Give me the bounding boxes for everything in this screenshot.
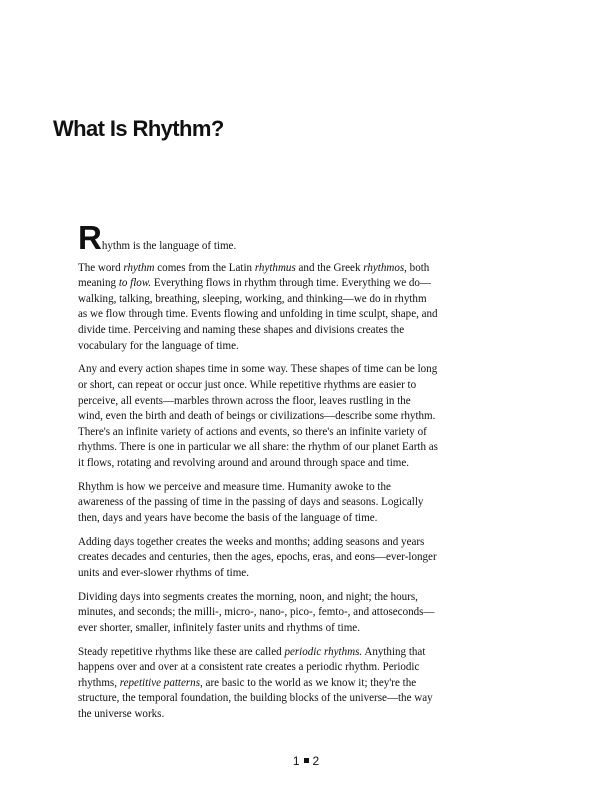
paragraph-6 bbox=[78, 645, 438, 723]
paragraph-1 bbox=[78, 261, 438, 355]
italic-term: repetitive patterns, bbox=[119, 676, 203, 689]
text-run: The word bbox=[78, 261, 124, 274]
paragraph-2: Any and every action shapes time in some way. These shapes of time can be long or short, can repeat or occur just once. While repetitive rhythms are easier to perceive, all events—marbles thrown across the floor, leaves rustling in the wind, even the birth and death of beings or civilizations—describe some rhythm. There's an infinite variety of actions and events, so there's an infinite variety of rhythms. There is one in particular we all share: the rhythm of our planet Earth as it flows, rotating and revolving around and around through space and time. bbox=[78, 363, 438, 469]
text-run: both meaning bbox=[78, 261, 430, 290]
text-run: comes from the Latin bbox=[154, 261, 255, 274]
text-run: are basic to the world as we know it; they're the structure, the temporal foundation, the building blocks of the universe—the way the universe works. bbox=[78, 676, 433, 720]
drop-cap: R bbox=[78, 219, 102, 256]
opening-text: hythm is the language of time. bbox=[101, 240, 237, 252]
italic-term: periodic rhythms. bbox=[284, 645, 363, 658]
italic-term: to flow. bbox=[118, 277, 152, 290]
body-text bbox=[78, 219, 438, 731]
text-run: Everything flows in rhythm through time. Everything we do—walking, talking, breathing, sleeping, working, and thinking—we do in rhythm as we flow through time. Events flowing and unfolding in time sculpt, shape, and divide time. Perceiving and naming these shapes and divisions creates the vocabulary for the language of time. bbox=[78, 277, 438, 352]
text-run: Anything that happens over and over at a consistent rate creates a periodic rhythm. Periodic rhythms, bbox=[78, 645, 426, 689]
chapter-title: What Is Rhythm? bbox=[53, 116, 224, 141]
paragraph-4: Adding days together creates the weeks and months; adding seasons and years creates decades and centuries, then the ages, epochs, eras, and eons—ever-longer units and ever-slower rhythms of time. bbox=[78, 535, 437, 579]
square-bullet-icon bbox=[304, 758, 309, 763]
paragraph-5: Dividing days into segments creates the morning, noon, and night; the hours, minutes, and seconds; the milli-, micro-, nano-, pico-, femto-, and attoseconds—ever shorter, smaller, infinitely faster units and rhythms of time. bbox=[78, 590, 435, 634]
text-run: and the Greek bbox=[295, 261, 364, 274]
text-run: Steady repetitive rhythms like these are called bbox=[78, 645, 285, 658]
italic-term: rhythm bbox=[123, 261, 155, 274]
italic-term: rhythmus bbox=[254, 261, 296, 274]
chapter-number: 1 bbox=[292, 754, 300, 768]
paragraph-3: Rhythm is how we perceive and measure time. Humanity awoke to the awareness of the passing of time in the passing of days and seasons. Logically then, days and years have become the basis of the language of time. bbox=[78, 480, 424, 524]
opening-line bbox=[78, 219, 438, 256]
page-number: 2 bbox=[312, 754, 320, 768]
italic-term: rhythmos, bbox=[363, 261, 407, 274]
page-folio bbox=[0, 754, 612, 768]
